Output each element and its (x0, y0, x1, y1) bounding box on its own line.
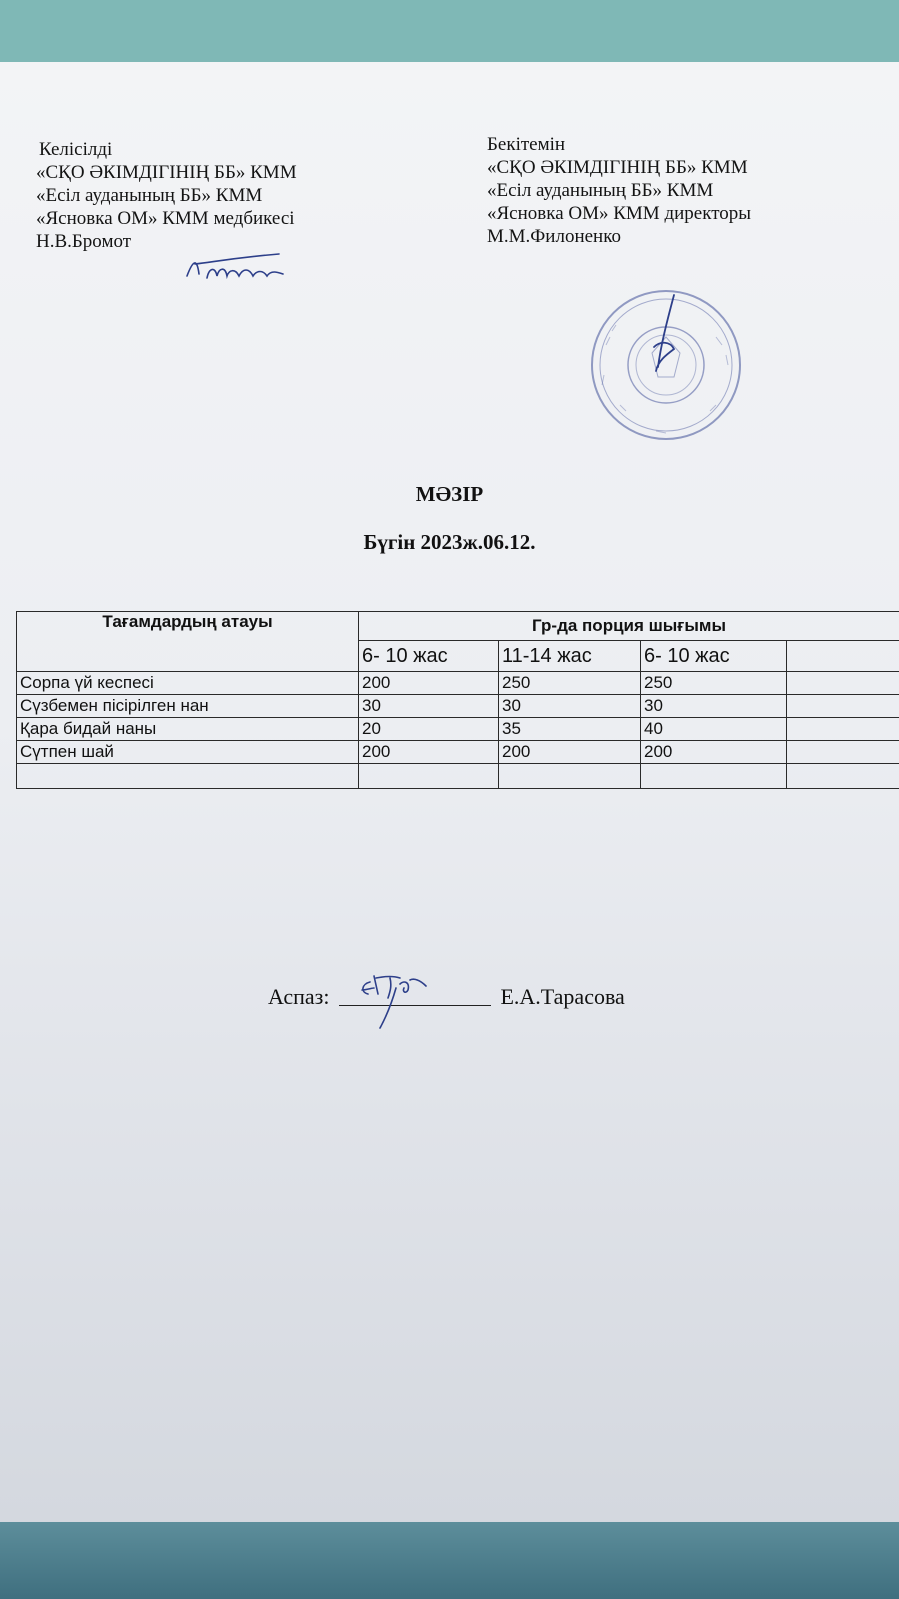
portion-value: 200 (359, 741, 499, 764)
empty-cell (499, 764, 641, 789)
chef-name: Е.А.Тарасова (500, 984, 625, 1009)
signature-chef (356, 962, 446, 1032)
portion-value: 200 (499, 741, 641, 764)
approval-person: Н.В.Бромот (36, 231, 132, 252)
approval-block-agreed (36, 138, 297, 253)
age-group-header: 11-14 жас (499, 641, 641, 672)
approval-org-line: «Есіл ауданының ББ» КММ (36, 185, 263, 206)
approval-block-approved (487, 133, 751, 248)
approval-role-line: «Ясновка ОМ» КММ медбикесі (36, 208, 295, 229)
empty-cell (17, 764, 359, 789)
approval-org-line: «СҚО ӘКІМДІГІНІҢ ББ» КММ (487, 157, 748, 178)
empty-cell (641, 764, 787, 789)
empty-cell (787, 764, 899, 789)
approval-org-line: «СҚО ӘКІМДІГІНІҢ ББ» КММ (36, 162, 297, 183)
official-seal (566, 285, 766, 445)
signature-nurse (183, 250, 293, 286)
document-title: МӘЗІР (415, 482, 484, 506)
table-row (17, 695, 899, 718)
background-wall (0, 1519, 899, 1599)
column-header-portion: Гр-да порция шығымы (359, 612, 899, 641)
approval-person: М.М.Филоненко (487, 226, 621, 247)
age-group-header: 6- 10 жас (641, 641, 787, 672)
portion-value (787, 672, 899, 695)
portion-value: 30 (499, 695, 641, 718)
dish-name: Қара бидай наны (17, 718, 359, 741)
chef-signature-line (268, 983, 625, 1010)
portion-value (787, 718, 899, 741)
approval-heading: Бекітемін (487, 134, 566, 155)
portion-value: 20 (359, 718, 499, 741)
document-date: Бүгін 2023ж.06.12. (363, 530, 536, 554)
dish-name: Сүзбемен пісірілген нан (17, 695, 359, 718)
portion-value: 40 (641, 718, 787, 741)
empty-cell (359, 764, 499, 789)
portion-value: 250 (641, 672, 787, 695)
dish-name: Сорпа үй кеспесі (17, 672, 359, 695)
portion-value (787, 695, 899, 718)
portion-value: 30 (641, 695, 787, 718)
dish-name: Сүтпен шай (17, 741, 359, 764)
approval-role-line: «Ясновка ОМ» КММ директоры (487, 203, 752, 224)
portion-value: 250 (499, 672, 641, 695)
age-group-header (787, 641, 899, 672)
column-header-dish-name: Тағамдардың атауы (17, 612, 359, 672)
table-row (17, 718, 899, 741)
portion-value: 200 (641, 741, 787, 764)
table-row (17, 741, 899, 764)
menu-table (16, 611, 899, 789)
approval-heading: Келісілді (39, 139, 113, 160)
portion-value (787, 741, 899, 764)
chef-label: Аспаз: (268, 984, 330, 1009)
document-page (0, 62, 899, 1522)
table-row-empty (17, 764, 899, 789)
age-group-header: 6- 10 жас (359, 641, 499, 672)
portion-value: 200 (359, 672, 499, 695)
approval-org-line: «Есіл ауданының ББ» КММ (487, 180, 714, 201)
portion-value: 30 (359, 695, 499, 718)
table-row (17, 672, 899, 695)
portion-value: 35 (499, 718, 641, 741)
table-header-row (17, 612, 899, 641)
